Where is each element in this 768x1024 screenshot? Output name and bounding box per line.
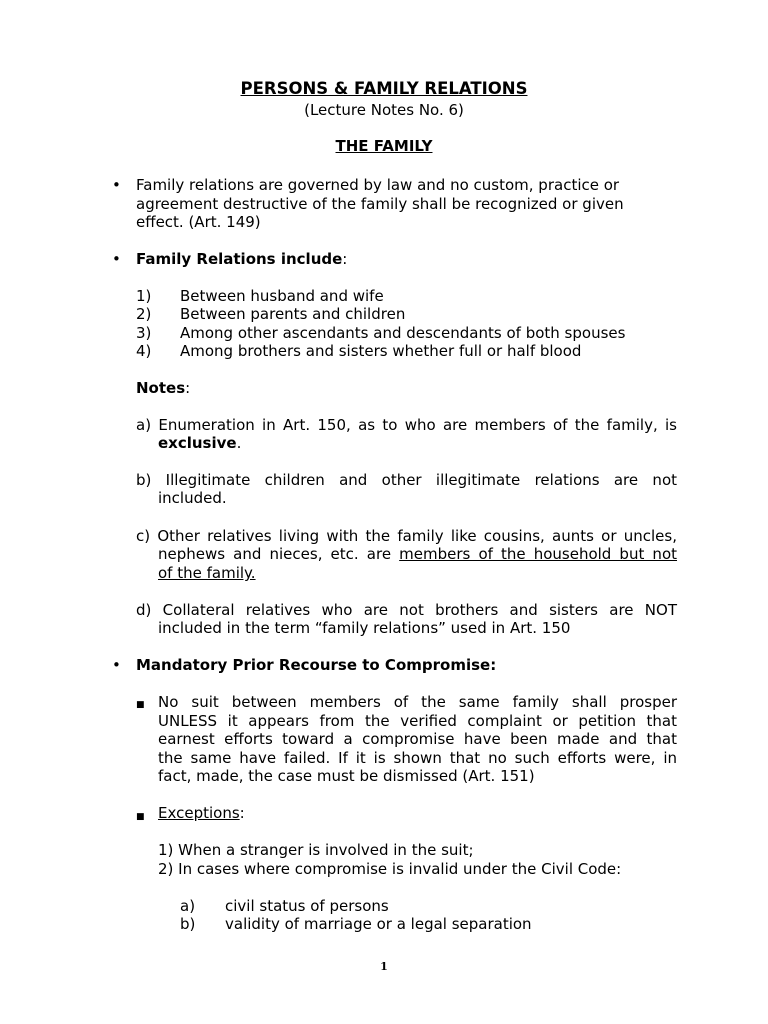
intro-line-3: effect. (Art. 149) — [136, 213, 261, 231]
document-title: PERSONS & FAMILY RELATIONS — [240, 79, 528, 98]
exception-item: 2) In cases where compromise is invalid under the Civil Code: — [158, 860, 622, 878]
section-heading: THE FAMILY — [335, 137, 433, 155]
sub-exception-letter: a) — [180, 897, 196, 915]
relation-number: 3) — [136, 324, 152, 342]
note-a-line-1: a) Enumeration in Art. 150, as to who are members of the family, is — [136, 416, 677, 434]
note-c-line-2: nephews and nieces, etc. are members of the household but not — [158, 545, 678, 563]
relation-number: 4) — [136, 342, 152, 360]
mandatory-line-3: earnest efforts toward a compromise have been made and that — [158, 730, 677, 748]
notes-heading: Notes: — [136, 379, 191, 397]
include-heading: Family Relations include: — [136, 250, 348, 268]
mandatory-line-1: No suit between members of the same family shall prosper — [158, 693, 677, 711]
intro-line-1: Family relations are governed by law and no custom, practice or — [136, 176, 620, 194]
relation-number: 2) — [136, 305, 152, 323]
mandatory-heading: Mandatory Prior Recourse to Compromise: — [136, 656, 497, 674]
relation-item: Among brothers and sisters whether full or half blood — [180, 342, 582, 360]
intro-line-2: agreement destructive of the family shall be recognized or given — [136, 195, 624, 213]
bullet-icon: • — [112, 250, 121, 268]
exception-item: 1) When a stranger is involved in the suit; — [158, 841, 474, 859]
note-b-line-2: included. — [158, 489, 227, 507]
note-a-line-2: exclusive. — [158, 434, 242, 452]
square-bullet-icon: ■ — [136, 700, 145, 710]
mandatory-line-2: UNLESS it appears from the verified complaint or petition that — [158, 712, 677, 730]
bullet-icon: • — [112, 656, 121, 674]
relation-number: 1) — [136, 287, 152, 305]
sub-exception-letter: b) — [180, 915, 196, 933]
relation-item: Among other ascendants and descendants of both spouses — [180, 324, 626, 342]
relation-item: Between parents and children — [180, 305, 406, 323]
sub-exception-item: civil status of persons — [225, 897, 389, 915]
relation-item: Between husband and wife — [180, 287, 384, 305]
note-c-line-1: c) Other relatives living with the family like cousins, aunts or uncles, — [136, 527, 677, 545]
mandatory-line-4: the same have failed. If it is shown that no such efforts were, in — [158, 749, 677, 767]
note-b-line-1: b) Illegitimate children and other illegitimate relations are not — [136, 471, 677, 489]
note-d-line-2: included in the term “family relations” used in Art. 150 — [158, 619, 571, 637]
sub-exception-item: validity of marriage or a legal separation — [225, 915, 532, 933]
mandatory-line-5: fact, made, the case must be dismissed (Art. 151) — [158, 767, 535, 785]
note-d-line-1: d) Collateral relatives who are not brothers and sisters are NOT — [136, 601, 677, 619]
document-subtitle: (Lecture Notes No. 6) — [304, 101, 464, 119]
note-c-line-3: of the family. — [158, 564, 256, 582]
square-bullet-icon: ■ — [136, 812, 145, 822]
exceptions-heading: Exceptions: — [158, 804, 245, 822]
page-number: 1 — [380, 960, 388, 973]
bullet-icon: • — [112, 176, 121, 194]
